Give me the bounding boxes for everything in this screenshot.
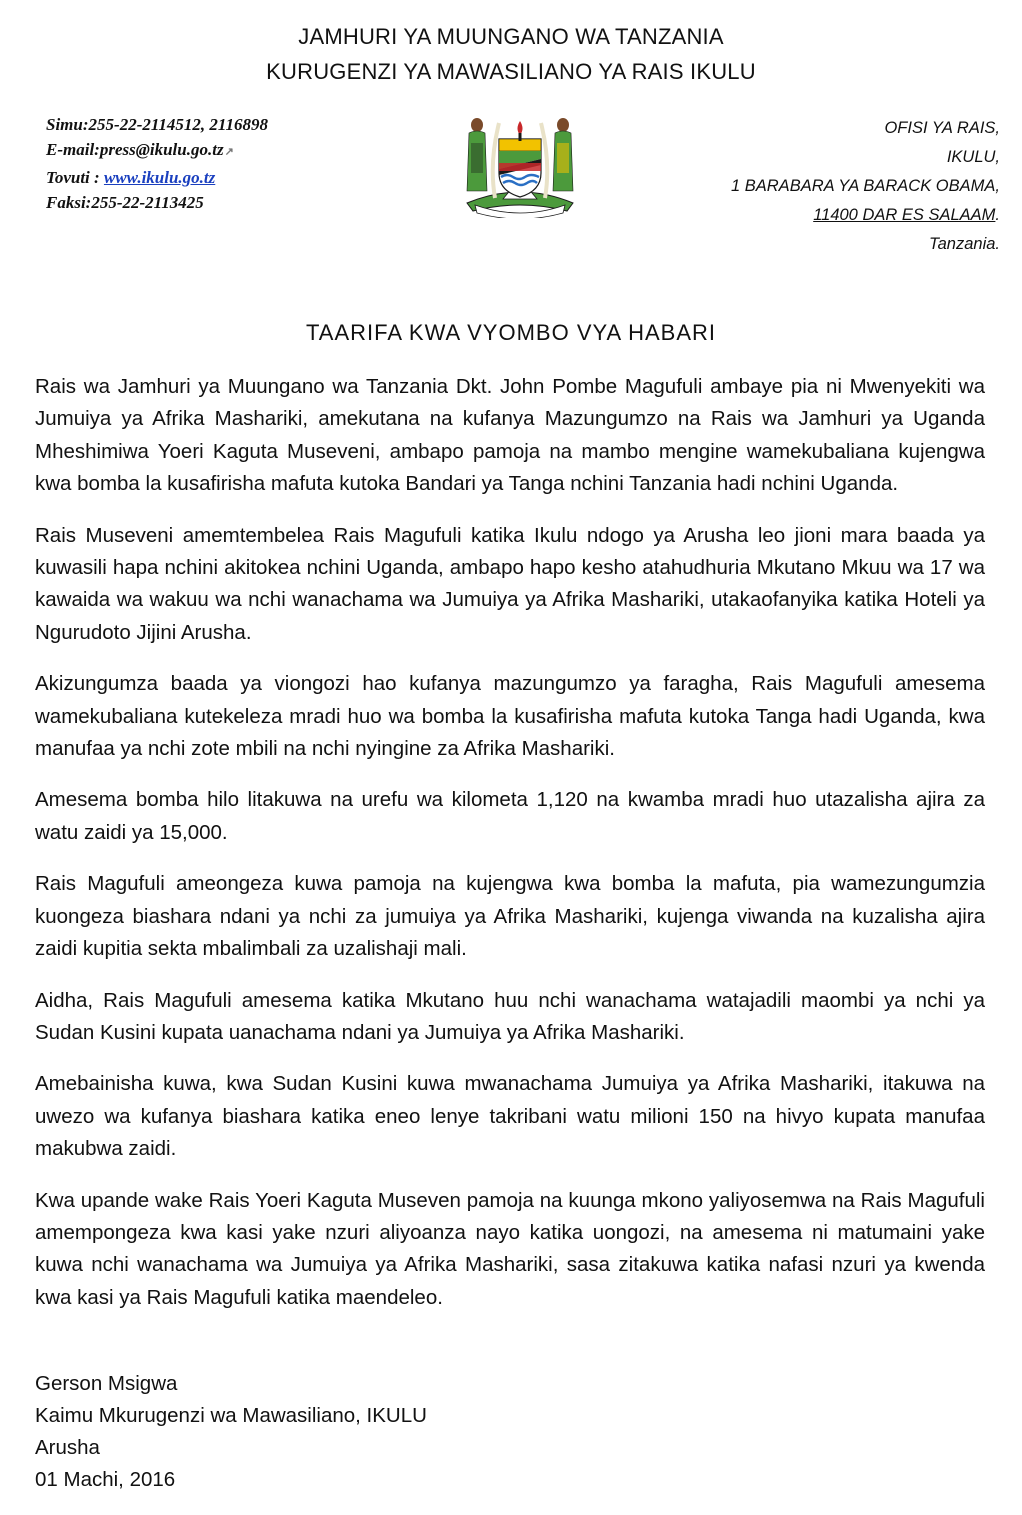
website-label: Tovuti : (46, 168, 104, 187)
postal-code-city: 11400 DAR ES SALAAM (813, 206, 996, 224)
address-line-2: IKULU, (946, 148, 1000, 166)
address-line-4-suffix: . (995, 206, 1000, 224)
address-line-3: 1 BARABARA YA BARACK OBAMA, (731, 177, 1000, 195)
signatory-position: Kaimu Mkurugenzi wa Mawasiliano, IKULU (35, 1404, 427, 1427)
paragraph: Akizungumza baada ya viongozi hao kufanya mazungumzo ya faragha, Rais Magufuli amesema wamekubaliana kutekeleza mradi huo wa bomba la kusafirisha mafuta kutoka Tanga hadi Uganda, kwa manufaa ya nchi zote mbili na nchi nyingine za Afrika Mashariki. (35, 672, 985, 761)
signature-date: 01 Machi, 2016 (35, 1468, 176, 1491)
email-label: E-mail: (46, 140, 100, 159)
address-line-4 (680, 201, 1000, 230)
fax-value: 255-22-2113425 (91, 193, 204, 212)
email-value[interactable]: press@ikulu.go.tz (99, 140, 224, 159)
phone-value: 255-22-2114512, 2116898 (88, 115, 268, 134)
coat-of-arms-icon (455, 103, 585, 218)
website-row (46, 165, 376, 190)
address-line-1: OFISI YA RAIS, (884, 119, 1000, 137)
paragraph: Rais Museveni amemtembelea Rais Magufuli katika Ikulu ndogo ya Arusha leo jioni mara baada ya kuwasili hapa nchini akitokea nchini Uganda, ambapo hapo kesho atahudhuria Mkutano Mkuu wa 17 wa kawaida wa wakuu wa nchi wanachama wa Jumuiya ya Afrika Mashariki, utakaofanyika katika Hoteli ya Ngurudoto Jijini Arusha. (35, 523, 985, 644)
paragraph: Rais wa Jamhuri ya Muungano wa Tanzania Dkt. John Pombe Magufuli ambaye pia ni Mwenyekiti wa Jumuiya ya Afrika Mashariki, amekutana na kufanya Mazungumzo na Rais wa Jamhuri ya Uganda Mheshimiwa Yoeri Kaguta Museveni, ambapo pamoja na mambo mengine wamekubaliana kujengwa kwa bomba la kusafirisha mafuta kutoka Bandari ya Tanga nchini Tanzania hadi nchini Uganda. (35, 375, 985, 496)
paragraph: Amesema bomba hilo litakuwa na urefu wa kilometa 1,120 na kwamba mradi huo utazalisha ajira za watu zaidi ya 15,000. (35, 788, 985, 844)
header-line-2: KURUGENZI YA MAWASILIANO YA RAIS IKULU (266, 59, 756, 84)
phone-row (46, 112, 376, 137)
signature-place: Arusha (35, 1436, 100, 1459)
email-row (46, 137, 376, 165)
press-release-body (35, 371, 985, 1333)
address-block (680, 114, 1000, 259)
fax-row (46, 190, 376, 215)
external-link-icon: ↗ (224, 146, 234, 158)
paragraph: Aidha, Rais Magufuli amesema katika Mkutano huu nchi wanachama watajadili maombi ya nchi ya Sudan Kusini kupata uanachama ndani ya Jumuiya ya Afrika Mashariki. (35, 988, 985, 1044)
contact-block (46, 112, 376, 215)
signatory-name: Gerson Msigwa (35, 1372, 178, 1395)
paragraph: Amebainisha kuwa, kwa Sudan Kusini kuwa mwanachama Jumuiya ya Afrika Mashariki, itakuwa na uwezo wa kufanya biashara katika eneo lenye takribani watu milioni 150 na hivyo kupata manufaa makubwa zaidi. (35, 1072, 985, 1161)
paragraph: Rais Magufuli ameongeza kuwa pamoja na kujengwa kwa bomba la mafuta, pia wamezungumzia kuongeza biashara ndani ya nchi za jumuiya ya Afrika Mashariki, kujenga viwanda na kuzalisha ajira zaidi kupitia sekta mbalimbali za uzalishaji mali. (35, 872, 985, 961)
document-title: TAARIFA KWA VYOMBO VYA HABARI (305, 320, 717, 345)
website-link[interactable]: www.ikulu.go.tz (103, 168, 216, 187)
paragraph: Kwa upande wake Rais Yoeri Kaguta Museven pamoja na kuunga mkono yaliyosemwa na Rais Magufuli amempongeza kwa kasi yake nzuri aliyoanza nayo katika uongozi, na amesema ni matumaini yake kuwa nchi wanachama wa Jumuiya ya Afrika Mashariki, sasa zitakuwa katika nafasi nzuri ya kwenda kwa kasi ya Rais Magufuli katika maendeleo. (35, 1188, 985, 1309)
signature-block (35, 1368, 635, 1496)
phone-label: Simu: (46, 115, 89, 134)
header-line-1: JAMHURI YA MUUNGANO WA TANZANIA (298, 24, 724, 49)
fax-label: Faksi: (46, 193, 92, 212)
address-line-5: Tanzania. (929, 235, 1000, 253)
